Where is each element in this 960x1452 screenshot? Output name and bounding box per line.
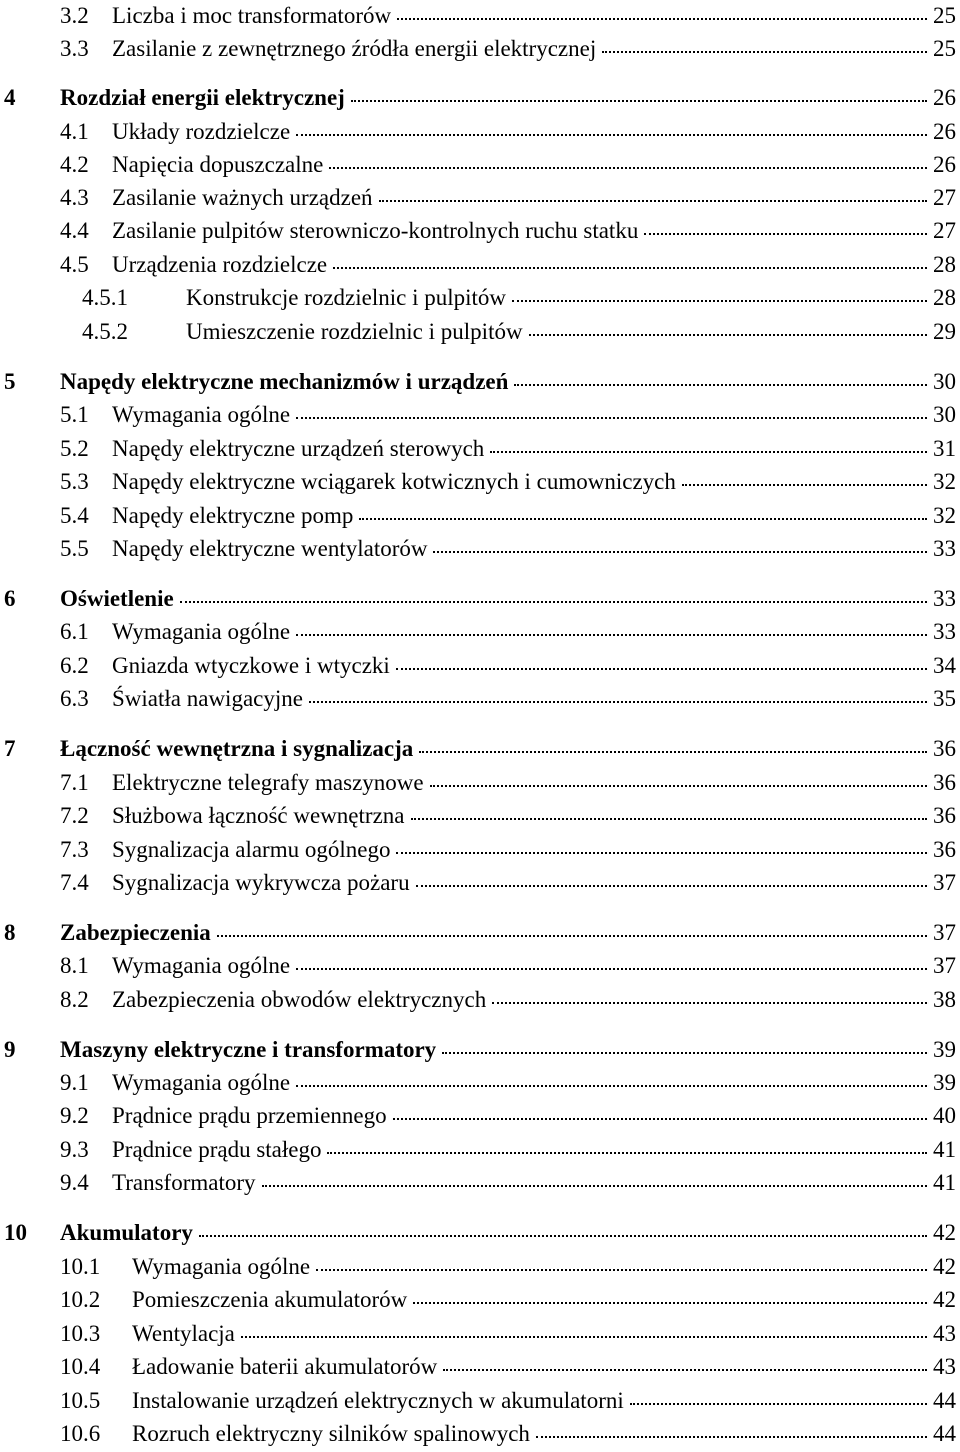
toc-entry-page-number: 26 xyxy=(933,85,956,110)
toc-entry-page-number: 32 xyxy=(933,469,956,494)
dot-leader xyxy=(296,634,927,636)
toc-entry-number: 8.1 xyxy=(60,953,89,978)
toc-entry-page-number: 42 xyxy=(933,1287,956,1312)
toc-entry-title: Napędy elektryczne urządzeń sterowych xyxy=(112,436,485,461)
toc-entry-page-number: 36 xyxy=(933,803,956,828)
dot-leader xyxy=(296,1085,927,1087)
toc-entry-title: Prądnice prądu stałego xyxy=(112,1137,322,1162)
toc-entry-title: Napędy elektryczne wentylatorów xyxy=(112,536,428,561)
toc-entry-number: 4.5 xyxy=(60,252,89,277)
toc-chapter-entry[interactable] xyxy=(0,733,960,765)
toc-entry-page-number: 27 xyxy=(933,185,956,210)
toc-section-entry[interactable] xyxy=(0,249,960,281)
toc-entry-title: Pomieszczenia akumulatorów xyxy=(132,1287,408,1312)
toc-entry-number: 6.3 xyxy=(60,686,89,711)
dot-leader xyxy=(416,885,927,887)
toc-entry-title: Zabezpieczenia obwodów elektrycznych xyxy=(112,987,487,1012)
dot-leader xyxy=(397,18,927,20)
toc-entry-page-number: 43 xyxy=(933,1354,956,1379)
toc-section-entry[interactable] xyxy=(0,533,960,565)
toc-entry-number: 10.4 xyxy=(60,1354,101,1379)
toc-entry-title: Zasilanie ważnych urządzeń xyxy=(112,185,373,210)
toc-entry-page-number: 37 xyxy=(933,920,956,945)
toc-entry-number: 4.3 xyxy=(60,185,89,210)
toc-entry-page-number: 39 xyxy=(933,1070,956,1095)
dot-leader xyxy=(536,1436,927,1438)
toc-chapter-entry[interactable] xyxy=(0,1034,960,1066)
toc-section-entry[interactable] xyxy=(0,1351,960,1383)
toc-entry-number: 8 xyxy=(4,920,16,945)
toc-section-entry[interactable] xyxy=(0,767,960,799)
toc-entry-number: 10.1 xyxy=(60,1254,101,1279)
toc-entry-page-number: 31 xyxy=(933,436,956,461)
toc-section-entry[interactable] xyxy=(0,1284,960,1316)
toc-chapter-entry[interactable] xyxy=(0,1217,960,1249)
toc-entry-number: 4.5.1 xyxy=(82,285,128,310)
toc-entry-title: Służbowa łączność wewnętrzna xyxy=(112,803,405,828)
toc-entry-number: 9.1 xyxy=(60,1070,89,1095)
toc-entry-number: 10.5 xyxy=(60,1388,101,1413)
dot-leader xyxy=(413,1302,927,1304)
toc-entry-number: 5 xyxy=(4,369,16,394)
toc-entry-title: Sygnalizacja wykrywcza pożaru xyxy=(112,870,410,895)
toc-section-entry[interactable] xyxy=(0,1100,960,1132)
toc-entry-title: Zasilanie pulpitów sterowniczo-kontrolnych ruchu statku xyxy=(112,218,639,243)
toc-section-entry[interactable] xyxy=(0,616,960,648)
toc-entry-title: Wentylacja xyxy=(132,1321,235,1346)
toc-entry-title: Zasilanie z zewnętrznego źródła energii elektrycznej xyxy=(112,36,597,61)
toc-entry-number: 4.5.2 xyxy=(82,319,128,344)
toc-chapter-entry[interactable] xyxy=(0,366,960,398)
dot-leader xyxy=(262,1185,927,1187)
toc-section-entry[interactable] xyxy=(0,116,960,148)
toc-entry-page-number: 36 xyxy=(933,770,956,795)
toc-entry-title: Prądnice prądu przemiennego xyxy=(112,1103,387,1128)
toc-subsubsection-entry[interactable] xyxy=(0,316,960,348)
toc-entry-number: 6.2 xyxy=(60,653,89,678)
toc-entry-page-number: 26 xyxy=(933,152,956,177)
toc-entry-page-number: 28 xyxy=(933,252,956,277)
toc-entry-number: 9.4 xyxy=(60,1170,89,1195)
toc-entry-title: Napędy elektryczne wciągarek kotwicznych i cumowniczych xyxy=(112,469,676,494)
toc-entry-title: Maszyny elektryczne i transformatory xyxy=(60,1037,437,1062)
toc-entry-title: Wymagania ogólne xyxy=(112,1070,291,1095)
dot-leader xyxy=(644,233,927,235)
dot-leader xyxy=(529,334,927,336)
dot-leader xyxy=(329,167,927,169)
toc-entry-title: Konstrukcje rozdzielnic i pulpitów xyxy=(186,285,507,310)
toc-entry-number: 8.2 xyxy=(60,987,89,1012)
toc-section-entry[interactable] xyxy=(0,1418,960,1450)
toc-entry-page-number: 36 xyxy=(933,736,956,761)
dot-leader xyxy=(630,1403,927,1405)
toc-entry-page-number: 42 xyxy=(933,1220,956,1245)
toc-entry-page-number: 41 xyxy=(933,1170,956,1195)
toc-entry-number: 10 xyxy=(4,1220,27,1245)
dot-leader xyxy=(443,1369,927,1371)
dot-leader xyxy=(333,267,927,269)
toc-entry-number: 4.2 xyxy=(60,152,89,177)
toc-section-entry[interactable] xyxy=(0,433,960,465)
toc-entry-title: Instalowanie urządzeń elektrycznych w akumulatorni xyxy=(132,1388,624,1413)
toc-section-entry[interactable] xyxy=(0,215,960,247)
toc-section-entry[interactable] xyxy=(0,950,960,982)
dot-leader xyxy=(359,518,927,520)
toc-entry-page-number: 38 xyxy=(933,987,956,1012)
toc-entry-page-number: 32 xyxy=(933,503,956,528)
toc-section-entry[interactable] xyxy=(0,1318,960,1350)
dot-leader xyxy=(379,200,927,202)
toc-entry-number: 7 xyxy=(4,736,16,761)
dot-leader xyxy=(327,1152,927,1154)
toc-entry-page-number: 34 xyxy=(933,653,956,678)
toc-entry-page-number: 30 xyxy=(933,369,956,394)
toc-entry-title: Układy rozdzielcze xyxy=(112,119,291,144)
dot-leader xyxy=(396,668,927,670)
toc-entry-number: 3.2 xyxy=(60,3,89,28)
toc-chapter-entry[interactable] xyxy=(0,82,960,114)
toc-entry-page-number: 43 xyxy=(933,1321,956,1346)
toc-entry-title: Napędy elektryczne mechanizmów i urządzeń xyxy=(60,369,509,394)
toc-entry-number: 6.1 xyxy=(60,619,89,644)
toc-entry-number: 7.3 xyxy=(60,837,89,862)
toc-entry-number: 5.2 xyxy=(60,436,89,461)
toc-entry-page-number: 40 xyxy=(933,1103,956,1128)
toc-entry-number: 4 xyxy=(4,85,16,110)
dot-leader xyxy=(514,384,927,386)
toc-section-entry[interactable] xyxy=(0,800,960,832)
toc-entry-number: 10.6 xyxy=(60,1421,101,1446)
toc-entry-number: 10.3 xyxy=(60,1321,101,1346)
dot-leader xyxy=(180,601,927,603)
toc-entry-page-number: 39 xyxy=(933,1037,956,1062)
dot-leader xyxy=(433,551,927,553)
toc-entry-number: 7.2 xyxy=(60,803,89,828)
dot-leader xyxy=(217,935,927,937)
toc-entry-title: Liczba i moc transformatorów xyxy=(112,3,392,28)
toc-section-entry[interactable] xyxy=(0,182,960,214)
toc-section-entry[interactable] xyxy=(0,33,960,65)
toc-entry-title: Umieszczenie rozdzielnic i pulpitów xyxy=(186,319,523,344)
dot-leader xyxy=(296,417,927,419)
toc-section-entry[interactable] xyxy=(0,834,960,866)
dot-leader xyxy=(351,100,927,102)
toc-entry-page-number: 28 xyxy=(933,285,956,310)
toc-entry-page-number: 27 xyxy=(933,218,956,243)
dot-leader xyxy=(296,134,927,136)
toc-section-entry[interactable] xyxy=(0,683,960,715)
toc-entry-page-number: 44 xyxy=(933,1388,956,1413)
toc-entry-page-number: 25 xyxy=(933,36,956,61)
toc-entry-number: 4.1 xyxy=(60,119,89,144)
toc-entry-page-number: 29 xyxy=(933,319,956,344)
toc-section-entry[interactable] xyxy=(0,1251,960,1283)
toc-section-entry[interactable] xyxy=(0,0,960,32)
dot-leader xyxy=(419,751,927,753)
dot-leader xyxy=(490,451,927,453)
toc-section-entry[interactable] xyxy=(0,867,960,899)
toc-section-entry[interactable] xyxy=(0,149,960,181)
toc-section-entry[interactable] xyxy=(0,1167,960,1199)
toc-subsubsection-entry[interactable] xyxy=(0,282,960,314)
toc-entry-number: 4.4 xyxy=(60,218,89,243)
dot-leader xyxy=(309,701,927,703)
toc-entry-page-number: 35 xyxy=(933,686,956,711)
toc-entry-page-number: 36 xyxy=(933,837,956,862)
toc-entry-title: Światła nawigacyjne xyxy=(112,686,303,711)
toc-entry-page-number: 26 xyxy=(933,119,956,144)
toc-section-entry[interactable] xyxy=(0,1134,960,1166)
toc-entry-title: Sygnalizacja alarmu ogólnego xyxy=(112,837,391,862)
toc-chapter-entry[interactable] xyxy=(0,917,960,949)
toc-entry-number: 9.2 xyxy=(60,1103,89,1128)
dot-leader xyxy=(241,1336,927,1338)
toc-entry-page-number: 33 xyxy=(933,619,956,644)
toc-entry-title: Napędy elektryczne pomp xyxy=(112,503,354,528)
dot-leader xyxy=(411,818,928,820)
toc-entry-page-number: 37 xyxy=(933,953,956,978)
dot-leader xyxy=(442,1052,927,1054)
toc-entry-page-number: 30 xyxy=(933,402,956,427)
toc-entry-number: 3.3 xyxy=(60,36,89,61)
toc-entry-title: Akumulatory xyxy=(60,1220,193,1245)
dot-leader xyxy=(430,785,927,787)
toc-entry-title: Łączność wewnętrzna i sygnalizacja xyxy=(60,736,414,761)
toc-entry-title: Urządzenia rozdzielcze xyxy=(112,252,328,277)
toc-section-entry[interactable] xyxy=(0,1385,960,1417)
dot-leader xyxy=(602,51,927,53)
toc-entry-number: 6 xyxy=(4,586,16,611)
toc-entry-title: Wymagania ogólne xyxy=(132,1254,311,1279)
toc-entry-title: Oświetlenie xyxy=(60,586,174,611)
toc-entry-number: 7.4 xyxy=(60,870,89,895)
dot-leader xyxy=(396,852,927,854)
toc-entry-page-number: 37 xyxy=(933,870,956,895)
toc-section-entry[interactable] xyxy=(0,466,960,498)
toc-entry-title: Wymagania ogólne xyxy=(112,953,291,978)
toc-section-entry[interactable] xyxy=(0,1067,960,1099)
toc-entry-page-number: 33 xyxy=(933,586,956,611)
toc-entry-title: Gniazda wtyczkowe i wtyczki xyxy=(112,653,390,678)
toc-entry-page-number: 41 xyxy=(933,1137,956,1162)
toc-entry-page-number: 33 xyxy=(933,536,956,561)
toc-entry-title: Rozdział energii elektrycznej xyxy=(60,85,345,110)
toc-entry-page-number: 44 xyxy=(933,1421,956,1446)
toc-entry-title: Wymagania ogólne xyxy=(112,402,291,427)
toc-entry-title: Wymagania ogólne xyxy=(112,619,291,644)
toc-entry-page-number: 42 xyxy=(933,1254,956,1279)
toc-entry-title: Ładowanie baterii akumulatorów xyxy=(132,1354,438,1379)
toc-entry-number: 5.4 xyxy=(60,503,89,528)
toc-chapter-entry[interactable] xyxy=(0,583,960,615)
toc-entry-number: 7.1 xyxy=(60,770,89,795)
toc-section-entry[interactable] xyxy=(0,500,960,532)
toc-section-entry[interactable] xyxy=(0,650,960,682)
toc-entry-title: Elektryczne telegrafy maszynowe xyxy=(112,770,424,795)
toc-entry-number: 5.3 xyxy=(60,469,89,494)
dot-leader xyxy=(682,484,927,486)
toc-section-entry[interactable] xyxy=(0,399,960,431)
toc-entry-number: 9 xyxy=(4,1037,16,1062)
toc-entry-title: Rozruch elektryczny silników spalinowych xyxy=(132,1421,530,1446)
dot-leader xyxy=(199,1235,927,1237)
toc-entry-title: Napięcia dopuszczalne xyxy=(112,152,324,177)
toc-entry-number: 5.1 xyxy=(60,402,89,427)
dot-leader xyxy=(512,300,927,302)
toc-entry-number: 10.2 xyxy=(60,1287,101,1312)
dot-leader xyxy=(393,1118,927,1120)
toc-entry-number: 5.5 xyxy=(60,536,89,561)
dot-leader xyxy=(296,968,927,970)
dot-leader xyxy=(316,1269,927,1271)
toc-section-entry[interactable] xyxy=(0,984,960,1016)
toc-entry-title: Zabezpieczenia xyxy=(60,920,211,945)
dot-leader xyxy=(492,1002,927,1004)
toc-entry-page-number: 25 xyxy=(933,3,956,28)
toc-entry-number: 9.3 xyxy=(60,1137,89,1162)
toc-entry-title: Transformatory xyxy=(112,1170,256,1195)
